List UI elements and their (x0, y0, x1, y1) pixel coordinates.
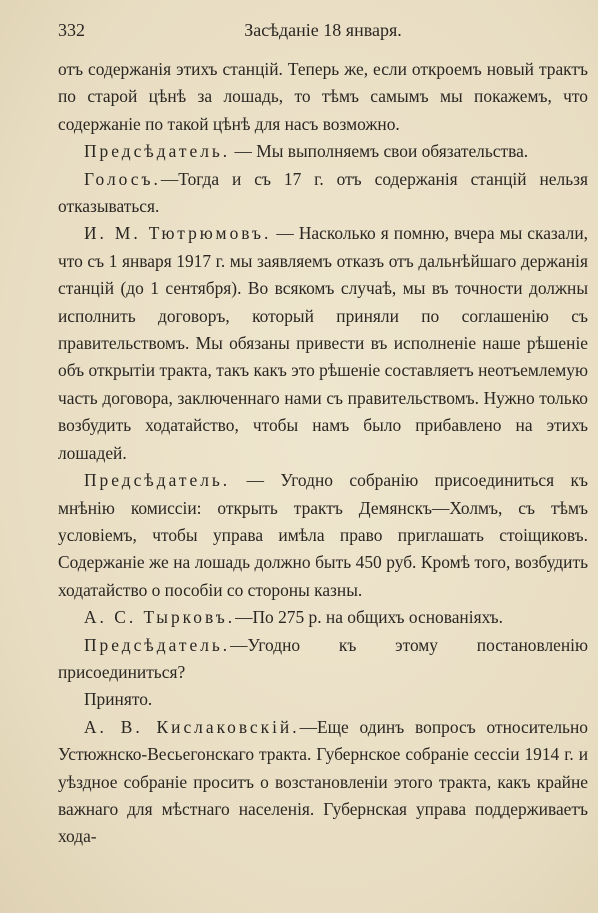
paragraph (58, 632, 588, 687)
body-text (58, 56, 588, 851)
paragraph-text: —Еще одинъ вопросъ относительно Устюжнско-Весьегонскаго тракта. Губернское собраніе сессіи 1914 г. и уѣздное собраніе проситъ о возстановленіи этого тракта, какъ крайне важнаго для мѣстнаго населенія. Губернская управа поддерживаетъ хода- (58, 716, 588, 847)
paragraph-text: —Тогда и съ 17 г. отъ содержанія станцій нельзя отказываться. (58, 168, 588, 217)
page-header (58, 14, 588, 46)
paragraph (58, 714, 588, 851)
speaker-name: И. М. Тютрюмовъ. (84, 223, 272, 244)
speaker-name: Предсѣдатель. (84, 634, 231, 655)
speaker-name: А. В. Кислаковскій. (84, 716, 300, 737)
paragraph (58, 166, 588, 221)
paragraph-text: — Насколько я помню, вчера мы сказали, что съ 1 января 1917 г. мы заявляемъ отказъ отъ дальнѣйшаго держанія станцій (до 1 сентября). Во всякомъ случаѣ, мы въ точности должны исполнить договоръ, который приняли по соглашенію съ правительствомъ. Мы обязаны привести въ исполненіе наше рѣшеніе объ открытіи тракта, такъ какъ это рѣшеніе составляетъ неотъемлемую часть договора, заключеннаго нами съ правительствомъ. Нужно только возбудить ходатайство, чтобы намъ было прибавлено на этихъ лошадей. (58, 223, 589, 463)
paragraph (58, 686, 588, 713)
paragraph (58, 138, 588, 165)
paragraph-text: — Мы выполняемъ свои обязательства. (230, 141, 529, 162)
paragraph-text: — Угодно собранію присоединиться къ мнѣнію комиссіи: открыть трактъ Демянскъ—Холмъ, съ тѣмъ условіемъ, чтобы управа имѣла право приглашать стоіщиковъ. Содержаніе же на лошадь должно быть 450 руб. Кромѣ того, возбудить ходатайство о пособіи со стороны казны. (58, 470, 588, 600)
speaker-name: А. С. Тырковъ. (84, 607, 236, 628)
speaker-name: Голосъ. (84, 168, 161, 189)
running-title: Засѣданіе 18 января. (244, 20, 402, 40)
speaker-name: Предсѣдатель. (84, 141, 231, 162)
paragraph-text: —По 275 р. на общихъ основаніяхъ. (235, 607, 503, 628)
paragraph (58, 467, 588, 604)
paragraph (58, 220, 588, 467)
paragraph-text: отъ содержанія этихъ станцій. Теперь же, если откроемъ новый трактъ по старой цѣнѣ за лошадь, то тѣмъ самымъ мы покажемъ, что содержаніе по такой цѣнѣ для насъ возможно. (58, 59, 588, 134)
paragraph-text: Принято. (84, 689, 153, 710)
page-number: 332 (58, 20, 85, 40)
speaker-name: Предсѣдатель. (84, 470, 231, 491)
paragraph-text: —Угодно къ этому постановленію присоединиться? (58, 634, 588, 682)
paragraph (58, 56, 588, 138)
paragraph (58, 604, 588, 631)
